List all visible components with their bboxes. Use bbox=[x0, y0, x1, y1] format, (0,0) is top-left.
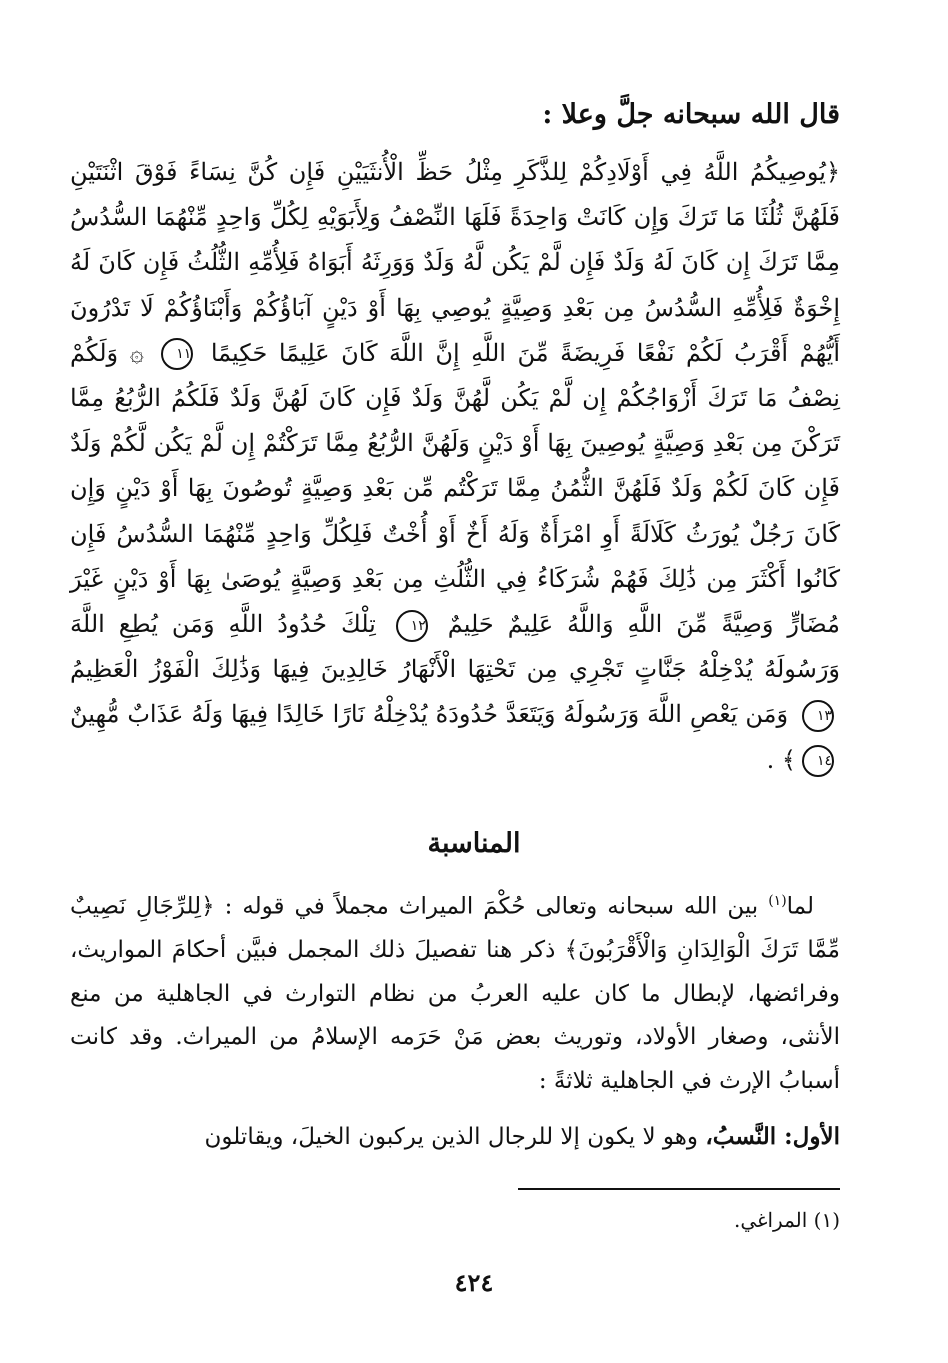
p1-end: ذكر هنا تفصيلَ ذلك المجمل فبيَّن أحكامَ المواريث، وفرائضها، لإبطال ما كان عليه العربُ من نظام التوارث في الجاهلية من منع الأنثى، وصغار الأولاد، وتوريث بعض مَنْ حَرَمه الإسلامُ من الميراث. وقد كانت أسبابُ الإرث في الجاهلية ثلاثةً : bbox=[70, 937, 840, 1094]
rub-separator-icon: ۞ bbox=[129, 338, 144, 367]
commentary-body bbox=[70, 880, 840, 1160]
ayah-number-11: ١١ bbox=[161, 338, 193, 370]
paragraph-1 bbox=[70, 880, 840, 1103]
verse-open-bracket: ﴿ bbox=[825, 158, 840, 186]
p1-quote: ﴿لِلرِّجَالِ نَصِيبٌ مِّمَّا تَرَكَ الْوَالِدَانِ وَالْأَقْرَبُونَ﴾ bbox=[70, 893, 840, 964]
intro-line: قال الله سبحانه جلَّ وعلا : bbox=[542, 99, 840, 130]
quran-verses bbox=[70, 150, 840, 783]
verse-13: تِلْكَ حُدُودُ اللَّهِ وَمَن يُطِعِ اللَّهَ وَرَسُولَهُ يُدْخِلْهُ جَنَّاتٍ تَجْرِي مِن تَحْتِهَا الْأَنْهَارُ خَالِدِينَ فِيهَا وَذَٰلِكَ الْفَوْزُ الْعَظِيمُ bbox=[70, 610, 840, 684]
section-title: المناسبة bbox=[427, 828, 521, 859]
footnote: (١) المراغي. bbox=[733, 1208, 840, 1232]
ayah-number-14: ١٤ bbox=[802, 745, 834, 777]
footnote-divider bbox=[518, 1188, 840, 1190]
verse-11: يُوصِيكُمُ اللَّهُ فِي أَوْلَادِكُمْ لِلذَّكَرِ مِثْلُ حَظِّ الْأُنثَيَيْنِ فَإِن كُنَّ نِسَاءً فَوْقَ اثْنَتَيْنِ فَلَهُنَّ ثُلُثَا مَا تَرَكَ وَإِن كَانَتْ وَاحِدَةً فَلَهَا النِّصْفُ وَلِأَبَوَيْهِ لِكُلِّ وَاحِدٍ مِّنْهُمَا السُّدُسُ مِمَّا تَرَكَ إِن كَانَ لَهُ وَلَدٌ فَإِن لَّمْ يَكُن لَّهُ وَلَدٌ وَوَرِثَهُ أَبَوَاهُ فَلِأُمِّهِ الثُّلُثُ فَإِن كَانَ لَهُ إِخْوَةٌ فَلِأُمِّهِ السُّدُسُ مِن بَعْدِ وَصِيَّةٍ يُوصِي بِهَا أَوْ دَيْنٍ آبَاؤُكُمْ وَأَبْنَاؤُكُمْ لَا تَدْرُونَ أَيُّهُمْ أَقْرَبُ لَكُمْ نَفْعًا فَرِيضَةً مِّنَ اللَّهِ إِنَّ اللَّهَ كَانَ عَلِيمًا حَكِيمًا bbox=[70, 158, 841, 367]
p2-text: وهو لا يكون إلا للرجال الذين يركبون الخيلَ، ويقاتلون bbox=[204, 1124, 706, 1151]
ayah-number-13: ١٣ bbox=[802, 700, 834, 732]
verse-14: وَمَن يَعْصِ اللَّهَ وَرَسُولَهُ وَيَتَعَدَّ حُدُودَهُ يُدْخِلْهُ نَارًا خَالِدًا فِيهَا وَلَهُ عَذَابٌ مُّهِينٌ bbox=[70, 700, 789, 729]
verse-close-bracket: ﴾ . bbox=[766, 745, 796, 774]
p1-start: لما bbox=[786, 893, 814, 920]
verse-12: وَلَكُمْ نِصْفُ مَا تَرَكَ أَزْوَاجُكُمْ إِن لَّمْ يَكُن لَّهُنَّ وَلَدٌ فَإِن كَانَ لَهُنَّ وَلَدٌ فَلَكُمُ الرُّبُعُ مِمَّا تَرَكْنَ مِن بَعْدِ وَصِيَّةٍ يُوصِينَ بِهَا أَوْ دَيْنٍ وَلَهُنَّ الرُّبُعُ مِمَّا تَرَكْتُمْ إِن لَّمْ يَكُن لَّكُمْ وَلَدٌ فَإِن كَانَ لَكُمْ وَلَدٌ فَلَهُنَّ الثُّمُنُ مِمَّا تَرَكْتُم مِّن بَعْدِ وَصِيَّةٍ تُوصُونَ بِهَا أَوْ دَيْنٍ وَإِن كَانَ رَجُلٌ يُورَثُ كَلَالَةً أَوِ امْرَأَةٌ وَلَهُ أَخٌ أَوْ أُخْتٌ فَلِكُلِّ وَاحِدٍ مِّنْهُمَا السُّدُسُ فَإِن كَانُوا أَكْثَرَ مِن ذَٰلِكَ فَهُمْ شُرَكَاءُ فِي الثُّلُثِ مِن بَعْدِ وَصِيَّةٍ يُوصَىٰ بِهَا أَوْ دَيْنٍ غَيْرَ مُضَارٍّ وَصِيَّةً مِّنَ اللَّهِ وَاللَّهُ عَلِيمٌ حَلِيمٌ bbox=[70, 338, 840, 639]
p2-label: الأول: النَّسبُ، bbox=[705, 1123, 840, 1151]
footnote-ref: (١) bbox=[768, 893, 787, 909]
paragraph-2 bbox=[70, 1115, 840, 1160]
page-number: ٤٢٤ bbox=[454, 1268, 494, 1297]
ayah-number-12: ١٢ bbox=[396, 610, 428, 642]
p1-mid: بين الله سبحانه وتعالى حُكْمَ الميراث مجملاً في قوله : bbox=[214, 893, 769, 920]
